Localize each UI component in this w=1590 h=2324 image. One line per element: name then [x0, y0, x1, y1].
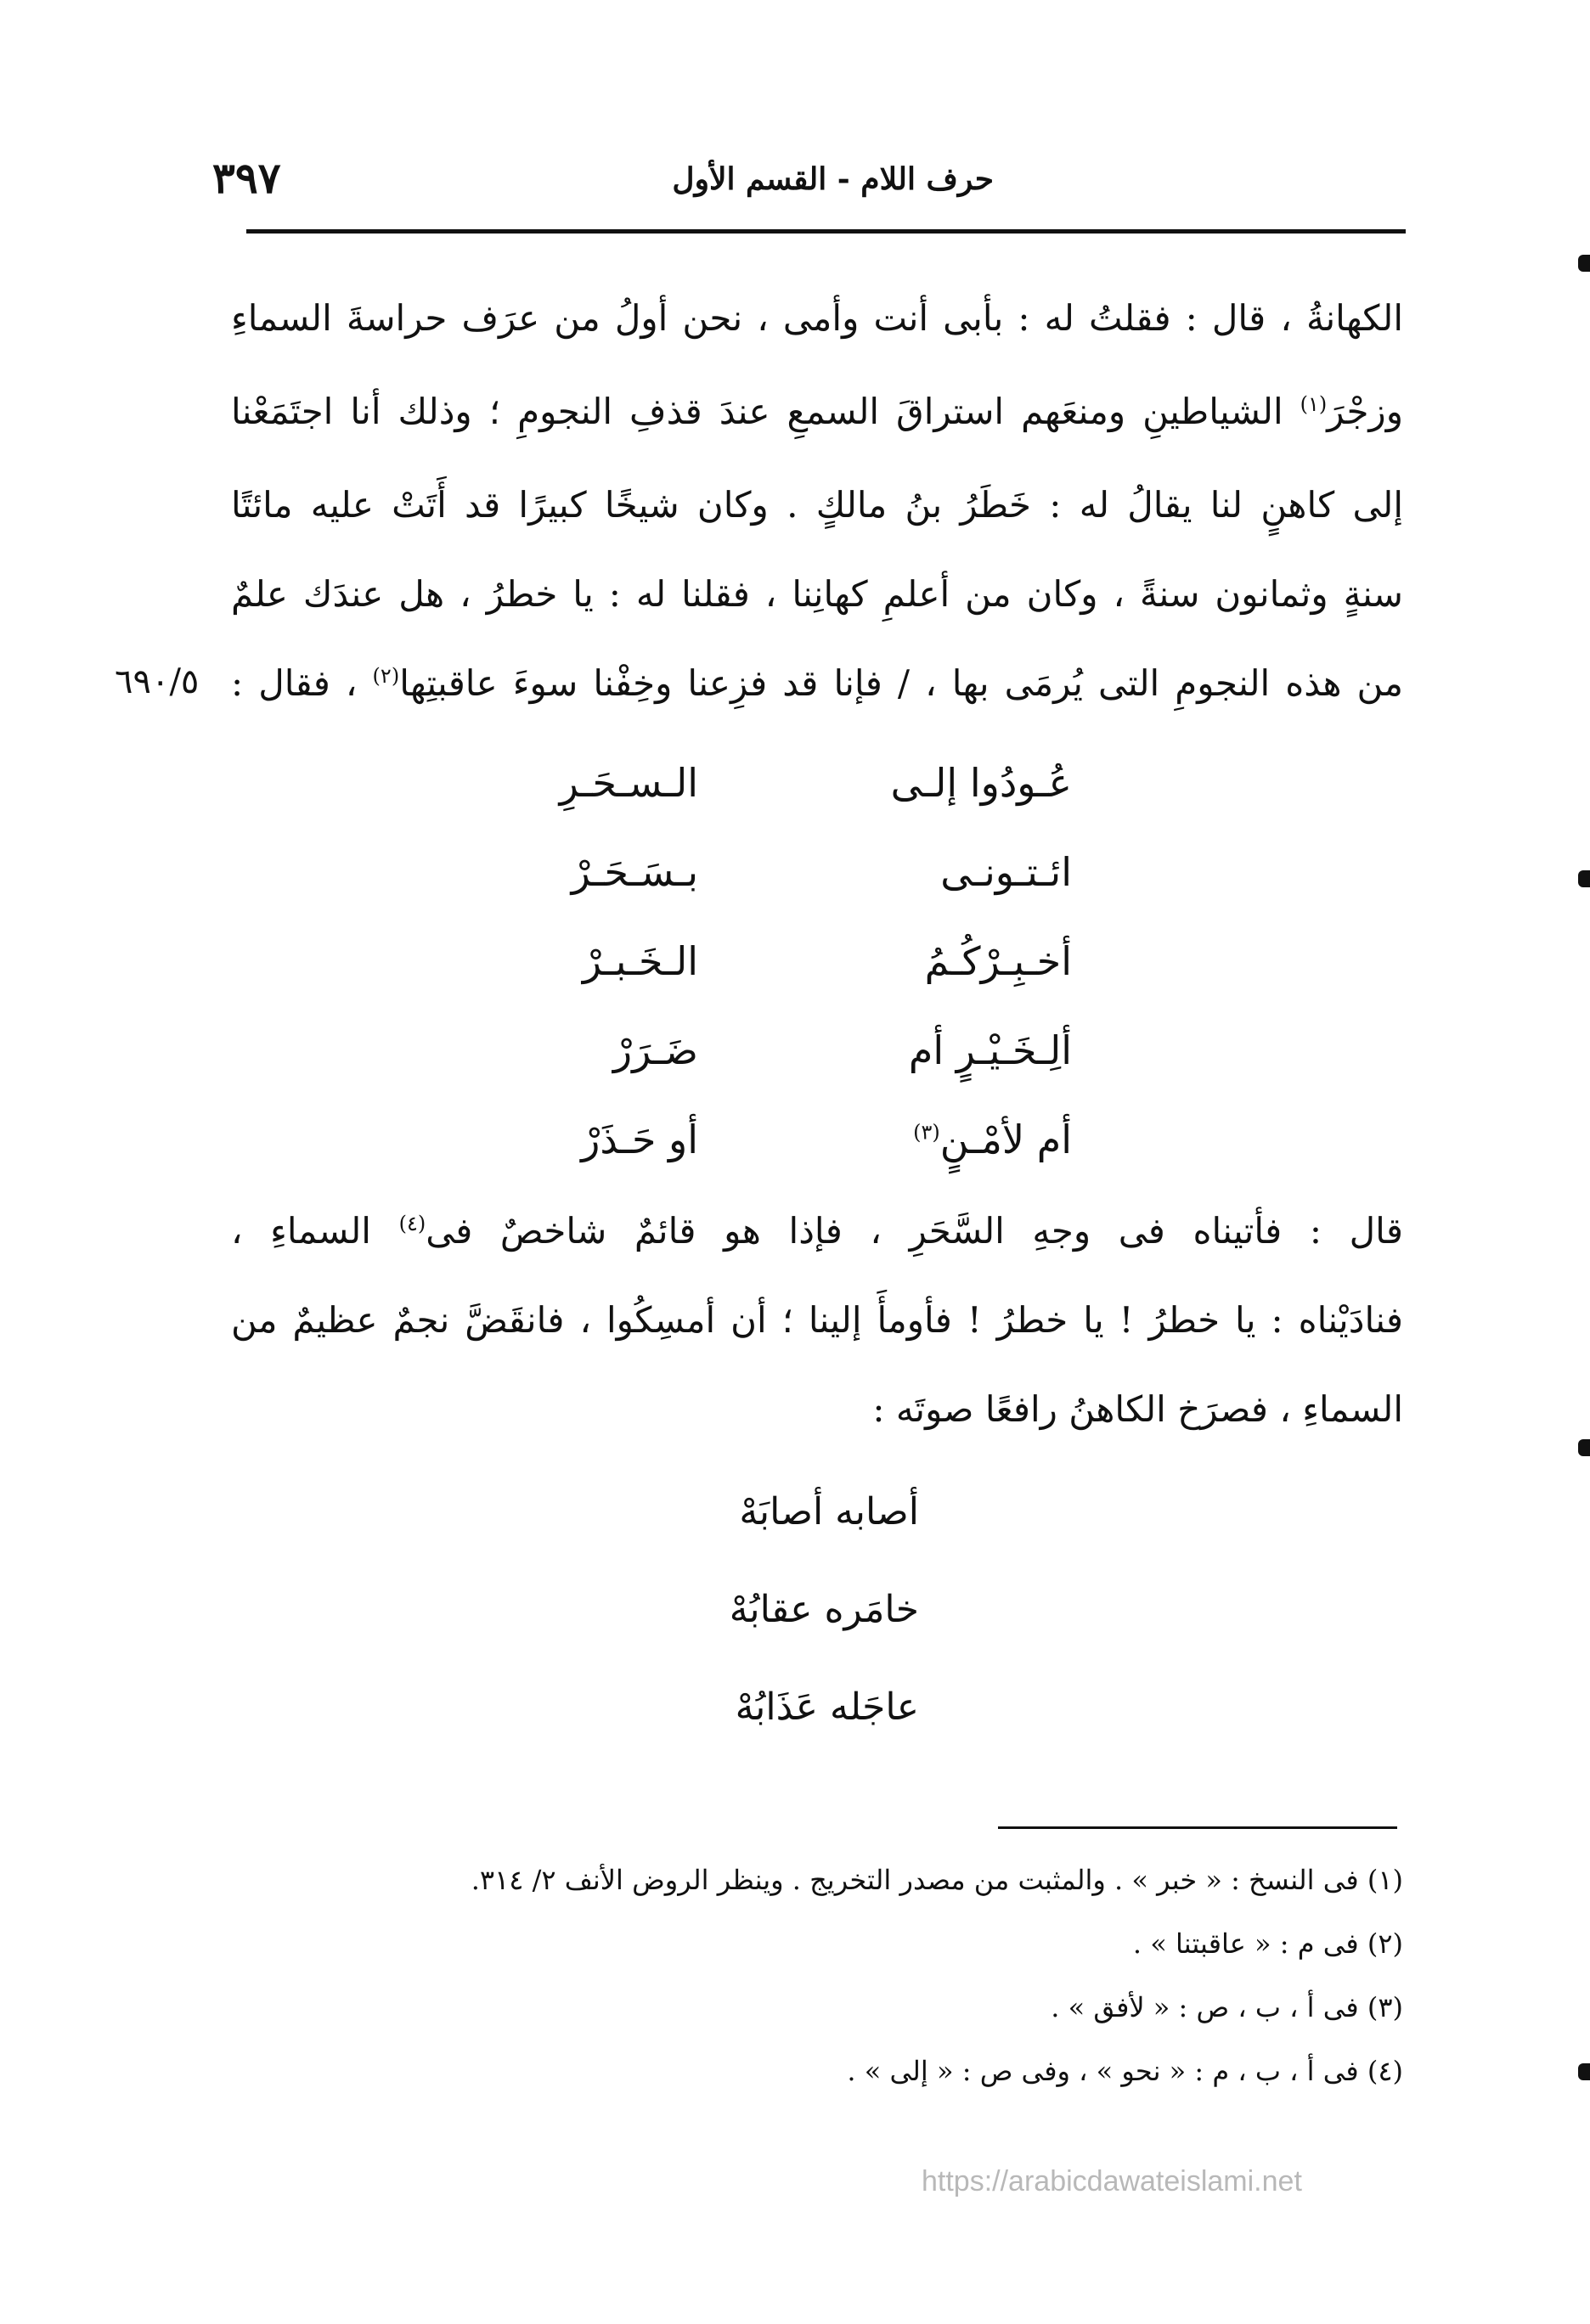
- saj-line-3: عاجَله عَذَابُهْ: [735, 1685, 919, 1729]
- prose-line-6-start: قال : فأتيناه فى وجهِ السَّحَرِ ، فإذا هو قائمٌ شاخصٌ فى: [426, 1210, 1403, 1252]
- verse-5-first-text: أم لأمْـنٍ: [939, 1117, 1072, 1162]
- verse-4-first: ألِـخَـيْـرٍ أم: [908, 1027, 1072, 1073]
- footnote-4: (٤) فى أ ، ب ، م : « نحو » ، وفى ص : « إلى » .: [847, 2055, 1403, 2087]
- footnote-marker-2: (٢): [372, 664, 400, 688]
- scan-edge-mark: [1578, 2063, 1590, 2080]
- prose-line-3: إلى كاهنٍ لنا يقالُ له : خَطَرُ بنُ مالكٍ . وكان شيخًا كبيرًا قد أَتَتْ عليه مائتًا: [231, 484, 1403, 526]
- margin-reference: ٦٩٠/٥: [115, 662, 200, 701]
- saj-line-2: خامَره عقابُهْ: [729, 1588, 919, 1631]
- prose-line-5: [231, 662, 1403, 704]
- footnote-rule: [998, 1826, 1397, 1829]
- header-rule: [246, 229, 1406, 234]
- running-title: حرف اللام - القسم الأول: [672, 161, 994, 197]
- prose-line-4: سنةٍ وثمانون سنةً ، وكان من أعلمِ كهانِنا ، فقلنا له : يا خطرُ ، هل عندَك علمٌ: [231, 573, 1403, 615]
- footnote-marker-3: (٣): [913, 1120, 940, 1145]
- verse-4-second: ضَـرَرْ: [612, 1027, 698, 1073]
- prose-line-2-rest: الشياطينِ ومنعَهم استراقَ السمعِ عندَ قذفِ النجومِ ؛ وذلك أنا اجتَمَعْنا: [231, 391, 1283, 432]
- prose-line-6: [231, 1210, 1403, 1252]
- footnote-3: (٣) فى أ ، ب ، ص : « لأفق » .: [1051, 1991, 1403, 2023]
- watermark-url: https://arabicdawateislami.net: [922, 2165, 1302, 2197]
- verse-3-first: أخـبِـرْكُـمُ: [924, 938, 1072, 984]
- prose-line-7: فنادَيْناه : يا خطرُ ! يا خطرُ ! فأومأَ إلينا ؛ أن أمسِكُوا ، فانقَضَّ نجمٌ عظيمٌ من: [231, 1299, 1403, 1341]
- verse-5-second: أو حَـذَرْ: [581, 1117, 698, 1162]
- scan-edge-mark: [1578, 255, 1590, 272]
- footnote-marker-4: (٤): [398, 1212, 426, 1235]
- prose-line-2: [231, 391, 1403, 432]
- footnote-1: (١) فى النسخ : « خبر » . والمثبت من مصدر التخريج . وينظر الروض الأنف ٢/ ٣١٤.: [471, 1864, 1403, 1896]
- scan-edge-mark: [1578, 870, 1590, 887]
- verse-2-second: بـسَـحَـرْ: [571, 849, 698, 895]
- verse-3-second: الـخَـبـرْ: [582, 938, 698, 984]
- prose-line-2-start: وزجْرَ: [1327, 391, 1403, 432]
- verse-5-first: [913, 1117, 1072, 1162]
- prose-line-8: السماءِ ، فصرَخ الكاهنُ رافعًا صوتَه :: [872, 1388, 1403, 1430]
- footnote-2: (٢) فى م : « عاقبتنا » .: [1132, 1927, 1403, 1960]
- page-number: ٣٩٧: [212, 153, 281, 203]
- prose-line-1: الكهانةُ ، قال : فقلتُ له : بأبى أنت وأمى ، نحن أولُ من عرَف حراسةَ السماءِ: [231, 297, 1403, 339]
- verse-1-second: الـسـحَـرِ: [559, 760, 698, 806]
- footnote-marker-1: (١): [1300, 392, 1328, 416]
- verse-1-first: عُـودُوا إلـى: [890, 760, 1072, 806]
- saj-line-1: أصابه أصابَهْ: [739, 1490, 919, 1533]
- prose-line-5-start: من هذه النجومِ التى يُرمَى بها ، / فإنا قد فزِعنا وخِفْنا سوءَ عاقبتِها: [399, 662, 1404, 704]
- prose-line-5-end: ، فقال :: [231, 662, 358, 704]
- verse-2-first: ائـتـونـى: [940, 849, 1072, 895]
- scan-edge-mark: [1578, 1439, 1590, 1456]
- prose-line-6-end: السماءِ ،: [231, 1210, 371, 1252]
